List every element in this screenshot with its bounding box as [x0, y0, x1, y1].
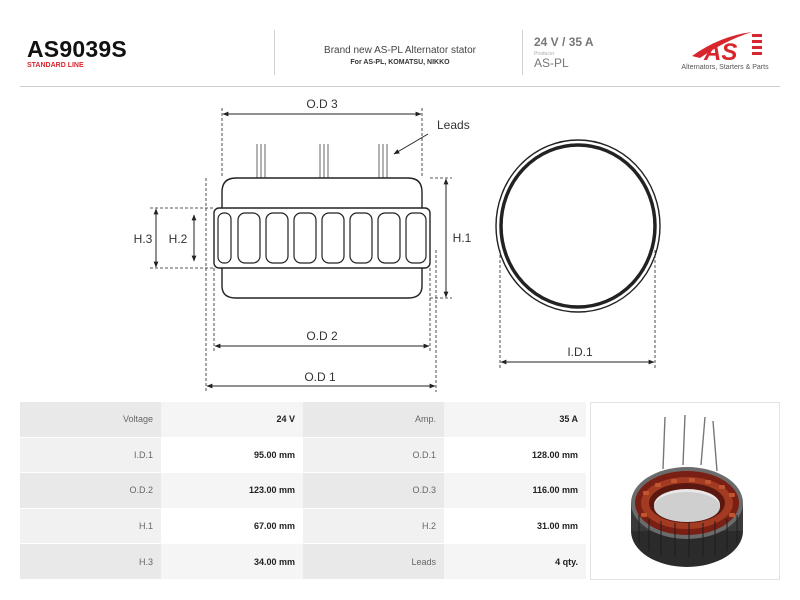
product-description: Brand new AS-PL Alternator stator	[324, 45, 476, 56]
header-divider	[274, 30, 275, 75]
stator-front-view	[496, 140, 660, 312]
spec-label: O.D.2	[20, 473, 161, 508]
spec-label: O.D.1	[303, 438, 444, 473]
table-row	[20, 509, 586, 545]
producer-name: AS-PL	[534, 56, 569, 70]
header	[0, 0, 800, 88]
table-row	[20, 544, 586, 580]
electrical-spec: 24 V / 35 A	[534, 35, 594, 49]
od1-label: O.D 1	[304, 370, 336, 384]
spec-label: Voltage	[20, 402, 161, 437]
spec-value: 67.00 mm	[161, 509, 303, 544]
lead-wires-icon	[257, 144, 387, 178]
table-row	[20, 473, 586, 509]
logo-bar-icon	[752, 34, 762, 37]
logo-bar-icon	[752, 52, 762, 55]
product-line-badge: STANDARD LINE	[27, 62, 84, 69]
spec-value: 116.00 mm	[444, 473, 586, 508]
spec-label: H.3	[20, 544, 161, 579]
spec-table	[20, 402, 586, 580]
header-divider	[522, 30, 523, 75]
h3-label: H.3	[133, 232, 153, 246]
spec-value: 123.00 mm	[161, 473, 303, 508]
table-row	[20, 402, 586, 438]
spec-value: 95.00 mm	[161, 438, 303, 473]
spec-value: 128.00 mm	[444, 438, 586, 473]
spec-value: 4 qty.	[444, 544, 586, 579]
brand-logo	[690, 30, 766, 64]
table-row	[20, 438, 586, 474]
fits-brands: For AS-PL, KOMATSU, NIKKO	[350, 59, 450, 66]
logo-bar-icon	[752, 46, 762, 49]
spec-label: H.1	[20, 509, 161, 544]
logo-bar-icon	[752, 40, 762, 43]
leads-label: Leads	[437, 118, 470, 132]
spec-value: 31.00 mm	[444, 509, 586, 544]
technical-drawing	[0, 88, 800, 400]
logo-text: AS	[704, 39, 738, 64]
spec-label: Amp.	[303, 402, 444, 437]
spec-label: O.D.3	[303, 473, 444, 508]
id1-label: I.D.1	[567, 345, 593, 359]
spec-label: Leads	[303, 544, 444, 579]
spec-label: H.2	[303, 509, 444, 544]
h2-label: H.2	[168, 232, 188, 246]
stator-photo-icon	[591, 403, 779, 579]
spec-value: 34.00 mm	[161, 544, 303, 579]
spec-label: I.D.1	[20, 438, 161, 473]
part-number: AS9039S	[27, 36, 127, 62]
logo-tagline: Alternators, Starters & Parts	[681, 64, 769, 71]
spec-value: 35 A	[444, 402, 586, 437]
header-rule	[20, 86, 780, 87]
h1-label: H.1	[452, 231, 472, 245]
od3-label: O.D 3	[306, 97, 338, 111]
leads-pointer	[394, 134, 428, 154]
od2-label: O.D 2	[306, 329, 338, 343]
product-photo	[590, 402, 780, 580]
producer-label: Producer	[534, 51, 555, 57]
spec-value: 24 V	[161, 402, 303, 437]
